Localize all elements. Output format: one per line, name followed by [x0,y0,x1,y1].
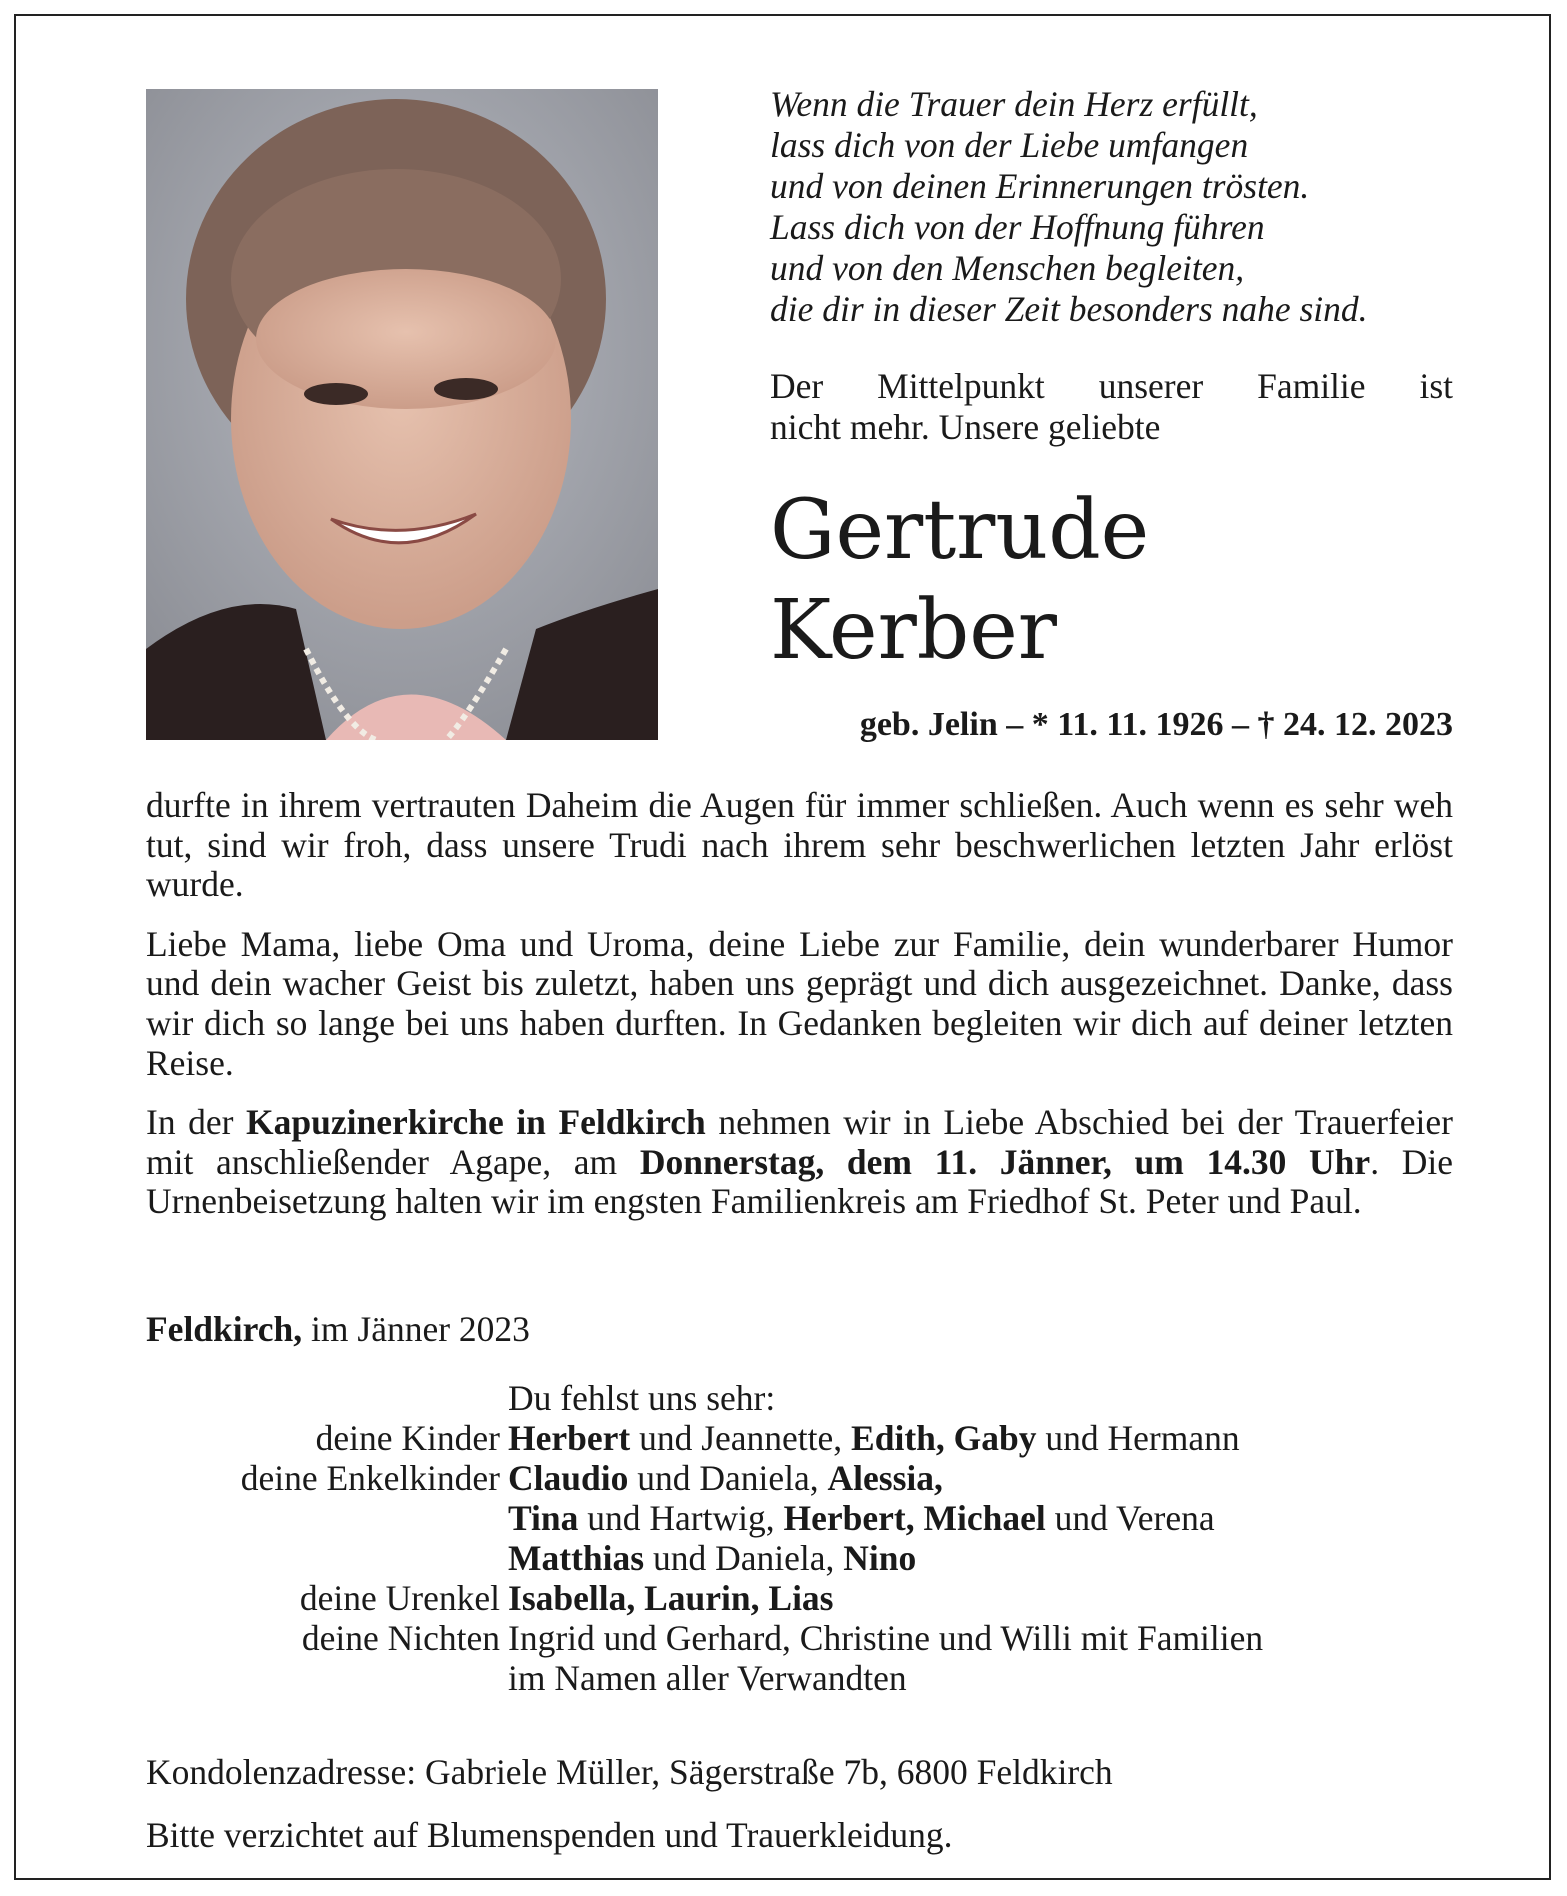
place-date [146,1308,530,1350]
body-text [146,786,1453,1242]
name-text: und Daniela, [628,1458,828,1498]
first-name: Gertrude [770,483,1150,578]
death-date: 24. 12. 2023 [1283,706,1453,743]
family-row [116,1378,1516,1418]
name-bold: Claudio [508,1458,629,1498]
family-label [116,1498,508,1538]
family-names: Ingrid und Gerhard, Christine und Willi mit Familien [508,1618,1264,1658]
family-row [116,1618,1516,1658]
family-label: deine Enkelkinder [240,1458,500,1498]
missing-text: Du fehlst uns sehr: [508,1378,776,1418]
place: Feldkirch, [146,1309,303,1349]
text-run: In der [146,1102,247,1143]
relatives-text: im Namen aller Verwandten [508,1658,907,1698]
family-list [116,1378,1516,1698]
name-text: und Hartwig, [578,1498,784,1538]
name-bold: Herbert, Michael [783,1498,1046,1538]
paragraph-ceremony [146,1103,1453,1222]
family-row [116,1538,1516,1578]
born-marker: – * [997,706,1058,743]
family-names [508,1538,916,1578]
family-label: deine Urenkel [299,1578,500,1618]
condolence-address: Kondolenzadresse: Gabriele Müller, Sägerstraße 7b, 6800 Feldkirch [146,1752,1113,1792]
family-label: deine Nichten [301,1618,500,1658]
family-label [116,1658,508,1698]
family-row [116,1458,1516,1498]
poem-line: Wenn die Trauer dein Herz erfüllt, [770,84,1258,124]
text-run: . Die Urnenbeisetzung halten wir im engsten Familienkreis am Friedhof St. Peter und Paul. [146,1141,1453,1222]
name-bold: Alessia, [827,1458,943,1498]
poem-line: lass dich von der Liebe umfangen [770,125,1249,165]
family-label [116,1538,508,1578]
family-label: deine Kinder [315,1418,500,1458]
portrait-photo [146,89,658,740]
birth-name: geb. Jelin [859,706,998,743]
deceased-name [770,481,1149,681]
request-note: Bitte verzichtet auf Blumenspenden und Trauerkleidung. [146,1815,953,1855]
intro-text [770,366,1453,448]
name-text: und Jeannette, [630,1418,852,1458]
name-bold: Tina [508,1498,579,1538]
name-text: und Verena [1045,1498,1215,1538]
family-names [508,1418,1240,1458]
obituary-notice [14,14,1551,1880]
family-row [116,1498,1516,1538]
intro-line: nicht mehr. Unsere geliebte [770,407,1161,447]
family-row [116,1658,1516,1698]
church-name: Kapuzinerkirche in Feldkirch [246,1102,706,1143]
poem-line: die dir in dieser Zeit besonders nahe sind. [770,289,1368,329]
poem-line: und von den Menschen begleiten, [770,248,1245,288]
name-bold: Matthias [508,1538,645,1578]
birth-date: 11. 11. 1926 [1057,706,1224,743]
family-row [116,1418,1516,1458]
last-name: Kerber [770,583,1057,678]
family-names [508,1498,1215,1538]
name-bold: Isabella, Laurin, Lias [508,1578,834,1618]
ceremony-date: Donnerstag, dem 11. Jänner, um 14.30 Uhr [639,1141,1371,1182]
name-text: und Daniela, [644,1538,844,1578]
poem [770,84,1470,330]
died-marker: – † [1223,706,1283,743]
paragraph: Liebe Mama, liebe Oma und Uroma, deine Liebe zur Familie, dein wunderbarer Humor und dein wacher Geist bis zuletzt, haben uns geprägt und dich ausgezeichnet. Danke, dass wir dich so lange bei uns haben durften. In Gedanken begleiten wir dich auf deiner letzten Reise. [146,923,1453,1083]
name-text: und Hermann [1036,1418,1240,1458]
family-names [508,1458,943,1498]
family-label [116,1378,508,1418]
intro-line: Der Mittelpunkt unserer Familie ist [770,366,1453,406]
text-run: nehmen wir in Liebe Abschied bei der Trauerfeier mit anschließender Agape, am [146,1102,1453,1182]
poem-line: und von deinen Erinnerungen trösten. [770,166,1310,206]
name-bold: Herbert [508,1418,631,1458]
life-dates [770,706,1453,744]
family-names [508,1578,834,1618]
name-bold: Nino [843,1538,917,1578]
poem-line: Lass dich von der Hoffnung führen [770,207,1265,247]
paragraph: durfte in ihrem vertrauten Daheim die Augen für immer schließen. Auch wenn es sehr weh tut, sind wir froh, dass unsere Trudi nach ihrem sehr beschwerlichen letzten Jahr erlöst wurde. [146,785,1453,905]
date: im Jänner 2023 [302,1309,530,1349]
name-bold: Edith, Gaby [851,1418,1037,1458]
family-row [116,1578,1516,1618]
